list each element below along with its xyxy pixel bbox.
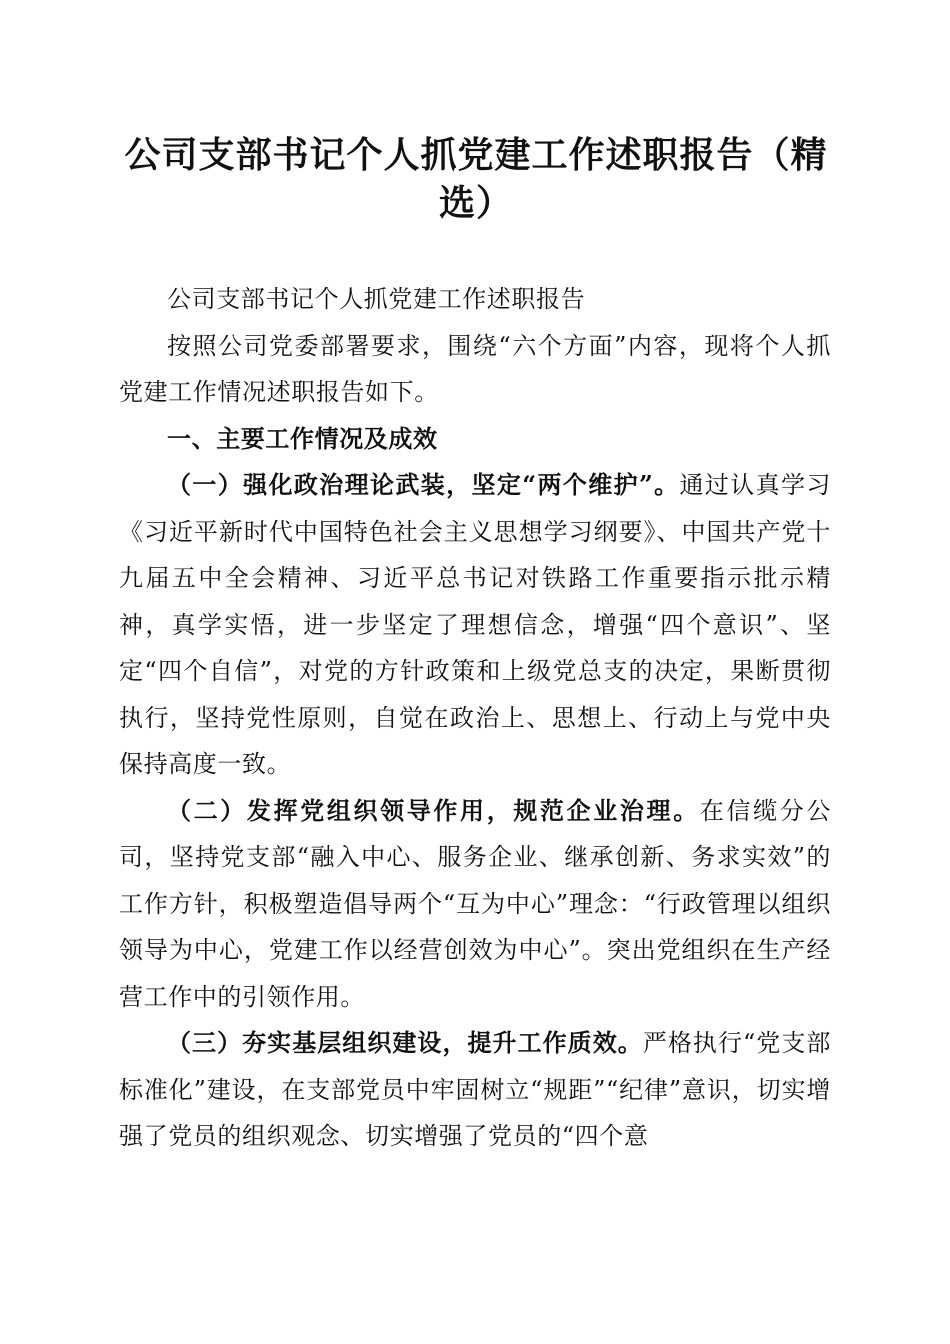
paragraph-3 [119, 1020, 831, 1160]
paragraph-2 [119, 788, 831, 1021]
document-body [119, 276, 831, 1160]
paragraph-2-lead: （二）发挥党组织领导作用，规范企业治理。 [167, 795, 700, 825]
paragraph-1 [119, 462, 831, 788]
intro-paragraph: 按照公司党委部署要求，围绕“六个方面”内容，现将个人抓党建工作情况述职报告如下。 [119, 331, 831, 406]
paragraph-3-text: 严格执行“党支部标准化”建设，在支部党员中牢固树立“规距”“纪律”意识，切实增强了党员的组织观念、切实增强了党员的“四个意 [119, 1029, 831, 1150]
paragraph-3-lead: （三）夯实基层组织建设，提升工作质效。 [167, 1028, 643, 1057]
subtitle-paragraph: 公司支部书记个人抓党建工作述职报告 [167, 285, 586, 313]
paragraph-2-text: 在信缆分公司，坚持党支部“融入中心、服务企业、继承创新、务求实效”的工作方针，积极塑造倡导两个“互为中心”理念：“行政管理以组织领导为中心，党建工作以经营创效为中心”。突出党组织在生产经营工作中的引领作用。 [119, 796, 832, 1011]
paragraph-1-text: 通过认真学习《习近平新时代中国特色社会主义思想学习纲要》、中国共产党十九届五中全会精神、习近平总书记对铁路工作重要指示批示精神，真学实悟，进一步坚定了理想信念，增强“四个意识”、坚定“四个自信”，对党的方针政策和上级党总支的决定，果断贯彻执行，坚持党性原则，自觉在政治上、思想上、行动上与党中央保持高度一致。 [119, 471, 831, 778]
paragraph-1-lead: （一）强化政治理论武装，坚定“两个维护”。 [167, 470, 680, 499]
section-heading: 一、主要工作情况及成效 [167, 424, 438, 453]
document-title: 公司支部书记个人抓党建工作述职报告（精选） [124, 135, 828, 224]
